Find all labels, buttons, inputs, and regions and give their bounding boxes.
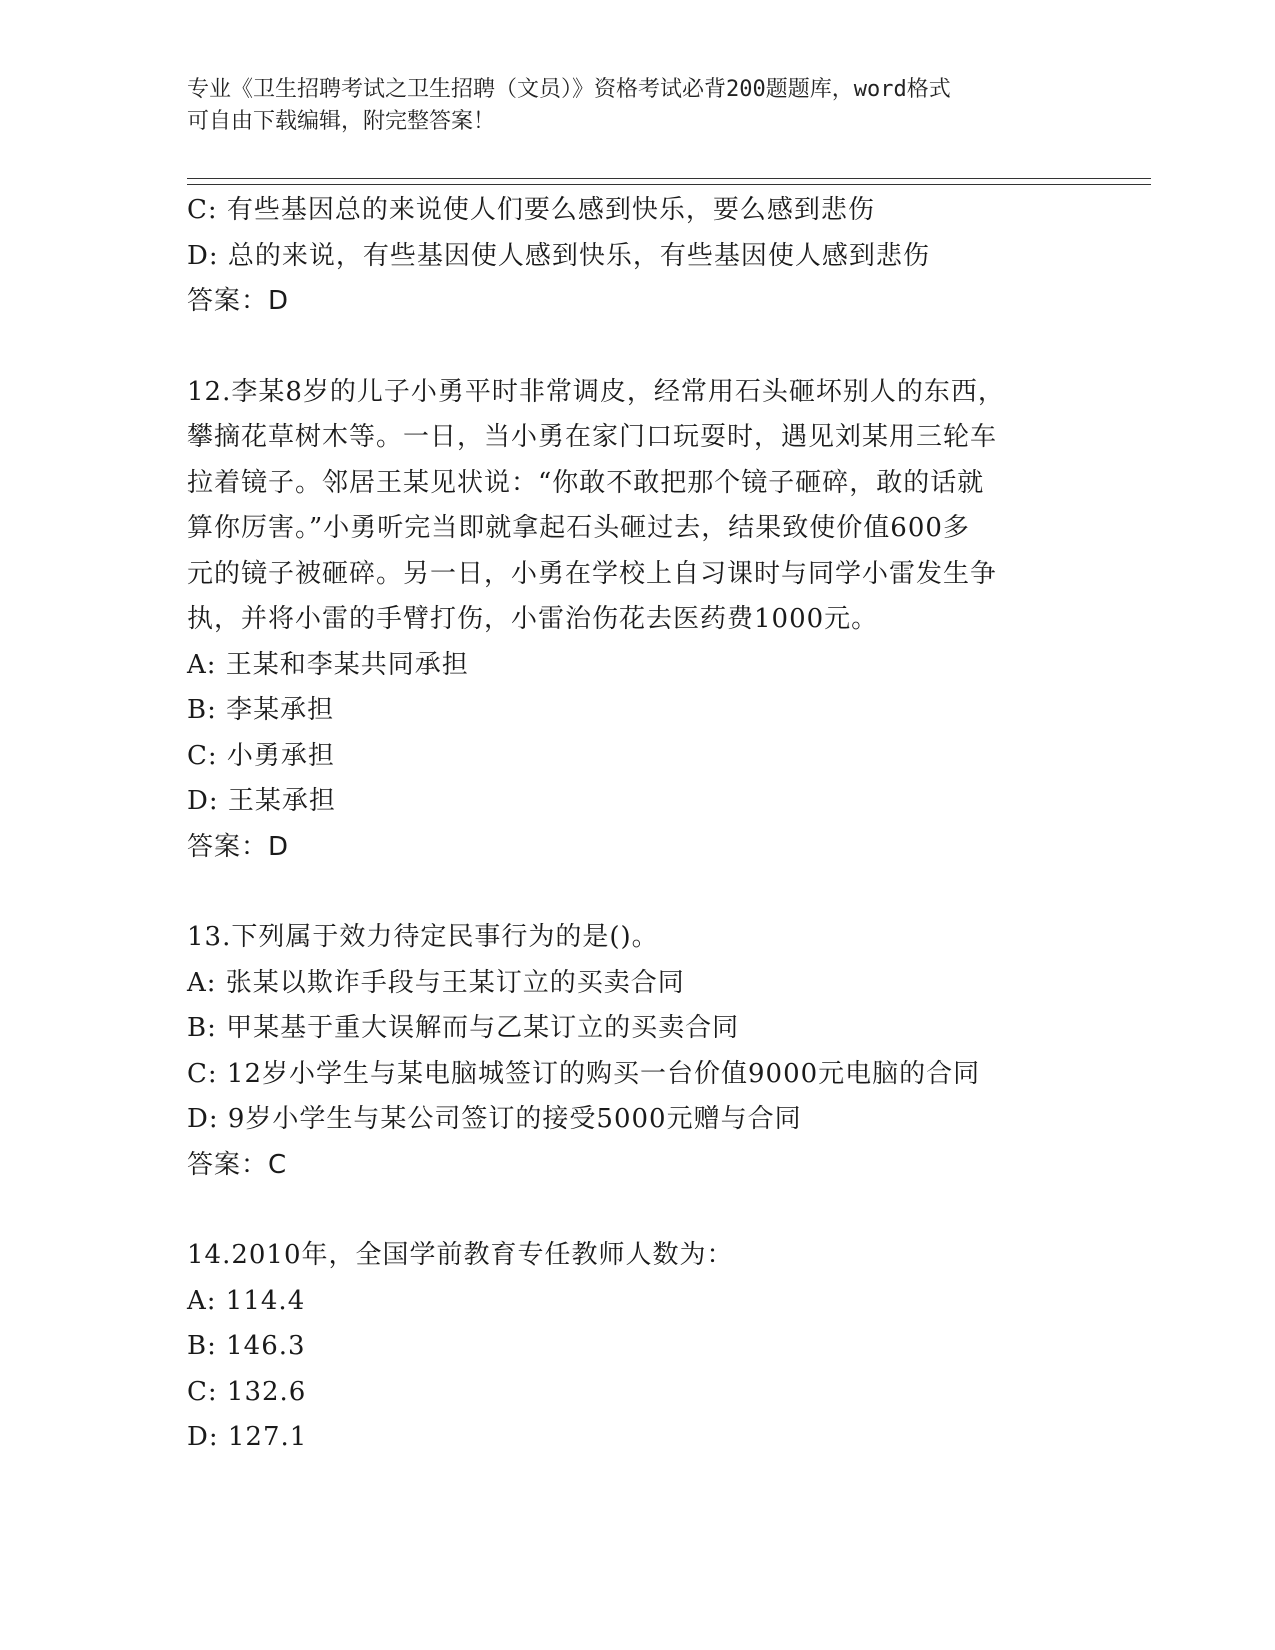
question-stem-line: 算你厉害。”小勇听完当即就拿起石头砸过去，结果致使价值600多: [187, 513, 970, 543]
spacer: [187, 1188, 1087, 1233]
option-c: C: 有些基因总的来说使人们要么感到快乐，要么感到悲伤: [187, 195, 875, 225]
header-line-2: 可自由下载编辑，附完整答案！: [187, 109, 496, 134]
option-b: B: 甲某基于重大误解而与乙某订立的买卖合同: [187, 1013, 740, 1043]
option-b: B: 李某承担: [187, 695, 335, 725]
question-stem-line: 执，并将小雷的手臂打伤，小雷治伤花去医药费1000元。: [187, 604, 879, 634]
option-c: C: 12岁小学生与某电脑城签订的购买一台价值9000元电脑的合同: [187, 1058, 981, 1089]
header-line-1: 专业《卫生招聘考试之卫生招聘（文员）》资格考试必背200题题库，word格式: [187, 77, 951, 102]
question-stem: 13.下列属于效力待定民事行为的是()。: [187, 922, 659, 952]
answer-label: 答案：D: [187, 286, 290, 316]
spacer: [187, 325, 1087, 370]
question-content: [187, 188, 1087, 1461]
question-stem-line: 元的镜子被砸碎。另一日，小勇在学校上自习课时与同学小雷发生争: [187, 558, 998, 589]
header-rule-bottom: [187, 184, 1151, 185]
question-13: [187, 915, 1087, 1188]
answer-label: 答案：D: [187, 831, 290, 862]
option-c: C: 132.6: [187, 1376, 307, 1407]
option-c: C: 小勇承担: [187, 740, 335, 771]
option-d: D: 127.1: [187, 1422, 308, 1452]
question-stem-line: 12.李某8岁的儿子小勇平时非常调皮，经常用石头砸坏别人的东西，: [187, 376, 1005, 407]
option-d: D: 9岁小学生与某公司签订的接受5000元赠与合同: [187, 1104, 802, 1134]
option-b: B: 146.3: [187, 1331, 306, 1361]
question-stem-line: 拉着镜子。邻居王某见状说：“你敢不敢把那个镜子砸碎，敢的话就: [187, 467, 985, 498]
header-rule-top: [187, 178, 1151, 179]
question-11-tail: [187, 188, 1087, 325]
answer-label: 答案：C: [187, 1149, 288, 1180]
question-12: [187, 370, 1087, 871]
question-14: [187, 1233, 1087, 1461]
option-a: A: 114.4: [187, 1285, 306, 1316]
option-a: A: 张某以欺诈手段与王某订立的买卖合同: [187, 967, 685, 998]
spacer: [187, 870, 1087, 915]
question-stem: 14.2010年，全国学前教育专任教师人数为：: [187, 1240, 734, 1270]
option-d: D: 王某承担: [187, 786, 336, 816]
option-d: D: 总的来说，有些基因使人感到快乐，有些基因使人感到悲伤: [187, 240, 930, 271]
document-header: [187, 74, 1067, 138]
option-a: A: 王某和李某共同承担: [187, 649, 469, 680]
question-stem-line: 攀摘花草树木等。一日，当小勇在家门口玩耍时，遇见刘某用三轮车: [187, 422, 998, 452]
